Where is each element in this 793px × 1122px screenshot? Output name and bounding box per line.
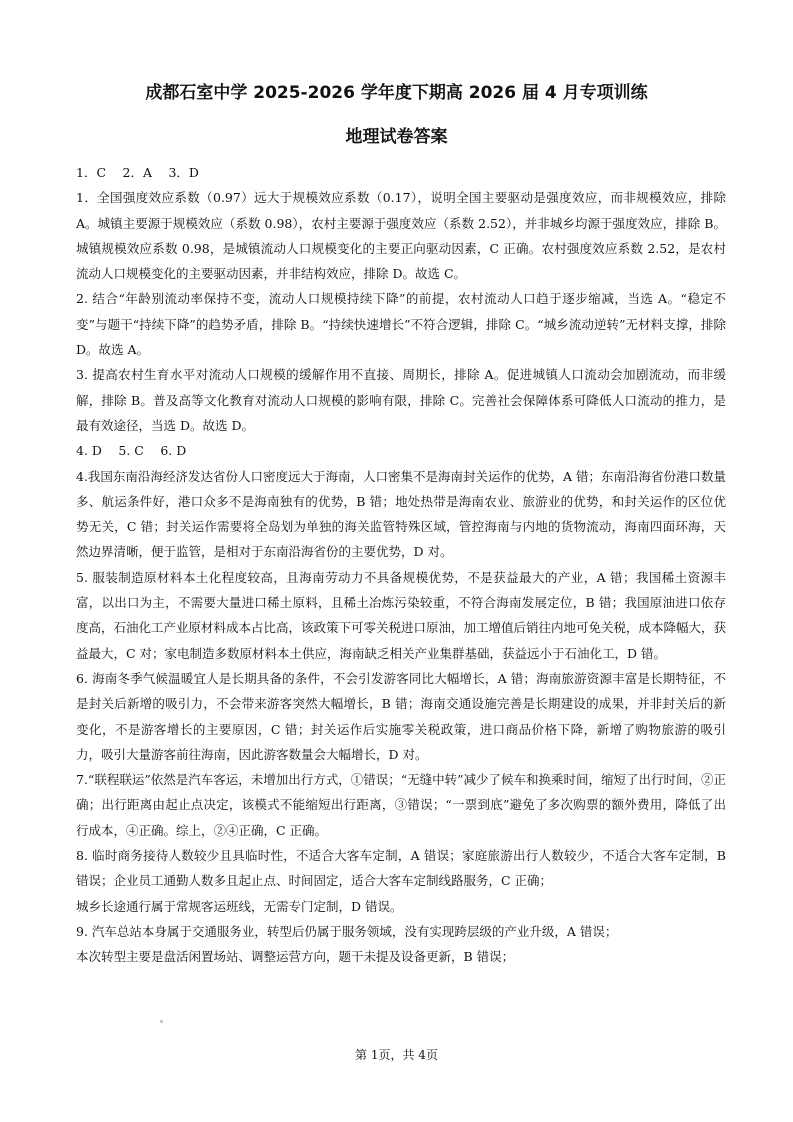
explanation-2: 2. 结合“年龄别流动率保持不变，流动人口规模持续下降”的前提，农村流动人口趋于逐步缩减，当选 A。“稳定不变”与题干“持续下降”的趋势矛盾，排除 B。“持续快速增长”不符合逻辑，排除 C。“城乡流动逆转”无材料支撑，排除 D。故选 A。	[76, 291, 726, 358]
explanation-8: 8. 临时商务接待人数较少且具临时性，不适合大客车定制，A 错误；家庭旅游出行人数较少，不适合大客车定制，B 错误；企业员工通勤人数多且起止点、时间固定，适合大客车定制线路服务，C 正确；	[76, 848, 726, 889]
scan-speck	[160, 1020, 163, 1023]
explanation-7: 7.“联程联运”依然是汽车客运，未增加出行方式，①错误；“无缝中转”减少了候车和换乘时间，缩短了出行时间，②正确；出行距离由起止点决定，该模式不能缩短出行距离，③错误；“一票到底”避免了多次购票的额外费用，降低了出行成本，④正确。综上，②④正确，C 正确。	[76, 772, 726, 838]
answer-body	[76, 160, 726, 970]
explanation-9: 9. 汽车总站本身属于交通服务业，转型后仍属于服务领域，没有实现跨层级的产业升级，A 错误；	[76, 923, 618, 939]
explanation-9-continued: 本次转型主要是盘活闲置场站、调整运营方向，题干未提及设备更新，B 错误；	[76, 949, 515, 965]
explanation-1: 1．全国强度效应系数（0.97）远大于规模效应系数（0.17），说明全国主要驱动是强度效应，而非规模效应，排除 A。城镇主要源于规模效应（系数 0.98），农村主要源于强度效应（系数 2.52），并非城乡均源于强度效应，排除 B。城镇规模效应系数 0.98，是城镇流动人口规模变化的主要正向驱动因素，C 正确。农村强度效应系数 2.52，是农村流动人口规模变化的主要驱动因素，并非结构效应，排除 D。故选 C。	[76, 190, 726, 282]
answer-key-4-6: 4. D 5. C 6. D	[76, 443, 187, 459]
page-number: 第 1页，共 4页	[355, 1048, 438, 1062]
answer-key-1-3: 1．C 2．A 3．D	[76, 165, 199, 180]
explanation-5: 5. 服装制造原材料本土化程度较高，且海南劳动力不具备规模优势，不是获益最大的产业，A 错；我国稀土资源丰富，以出口为主，不需要大量进口稀土原料，且稀土冶炼污染较重，不符合海南发展定位，B 错；我国原油进口依存度高，石油化工产业原材料成本占比高，该政策下可零关税进口原油，加工增值后销往内地可免关税，成本降幅大，获益最大，C 对；家电制造多数原材料本土供应，海南缺乏相关产业集群基础，获益远小于石油化工，D 错。	[76, 569, 727, 661]
document-title: 成都石室中学 2025-2026 学年度下期高 2026 届 4 月专项训练	[145, 83, 648, 103]
document-subtitle: 地理试卷答案	[345, 127, 448, 147]
explanation-4: 4.我国东南沿海经济发达省份人口密度远大于海南，人口密集不是海南封关运作的优势，A 错；东南沿海省份港口数量多、航运条件好，港口众多不是海南独有的优势，B 错；地处热带是海南农业、旅游业的优势，和封关运作的区位优势无关，C 错；封关运作需要将全岛划为单独的海关监管特殊区域，管控海南与内地的货物流动，海南四面环海，天然边界清晰，便于监管，是相对于东南沿海省份的主要优势，D 对。	[76, 468, 726, 560]
explanation-3: 3. 提高农村生育水平对流动人口规模的缓解作用不直接、周期长，排除 A。促进城镇人口流动会加剧流动，而非缓解，排除 B。普及高等文化教育对流动人口规模的影响有限，排除 C。完善社会保障体系可降低人口流动的推力，是最有效途径，当选 D。故选 D。	[76, 367, 726, 433]
explanation-6: 6. 海南冬季气候温暖宜人是长期具备的条件，不会引发游客同比大幅增长，A 错；海南旅游资源丰富是长期特征，不是封关后新增的吸引力，不会带来游客突然大幅增长，B 错；海南交通设施完善是长期建设的成果，并非封关后的新变化，不是游客增长的主要原因，C 错；封关运作后实施零关税政策，进口商品价格下降，新增了购物旅游的吸引力，吸引大量游客前往海南，因此游客数量会大幅增长，D 对。	[76, 670, 726, 762]
explanation-8-continued: 城乡长途通行属于常规客运班线，无需专门定制，D 错误。	[76, 898, 403, 914]
